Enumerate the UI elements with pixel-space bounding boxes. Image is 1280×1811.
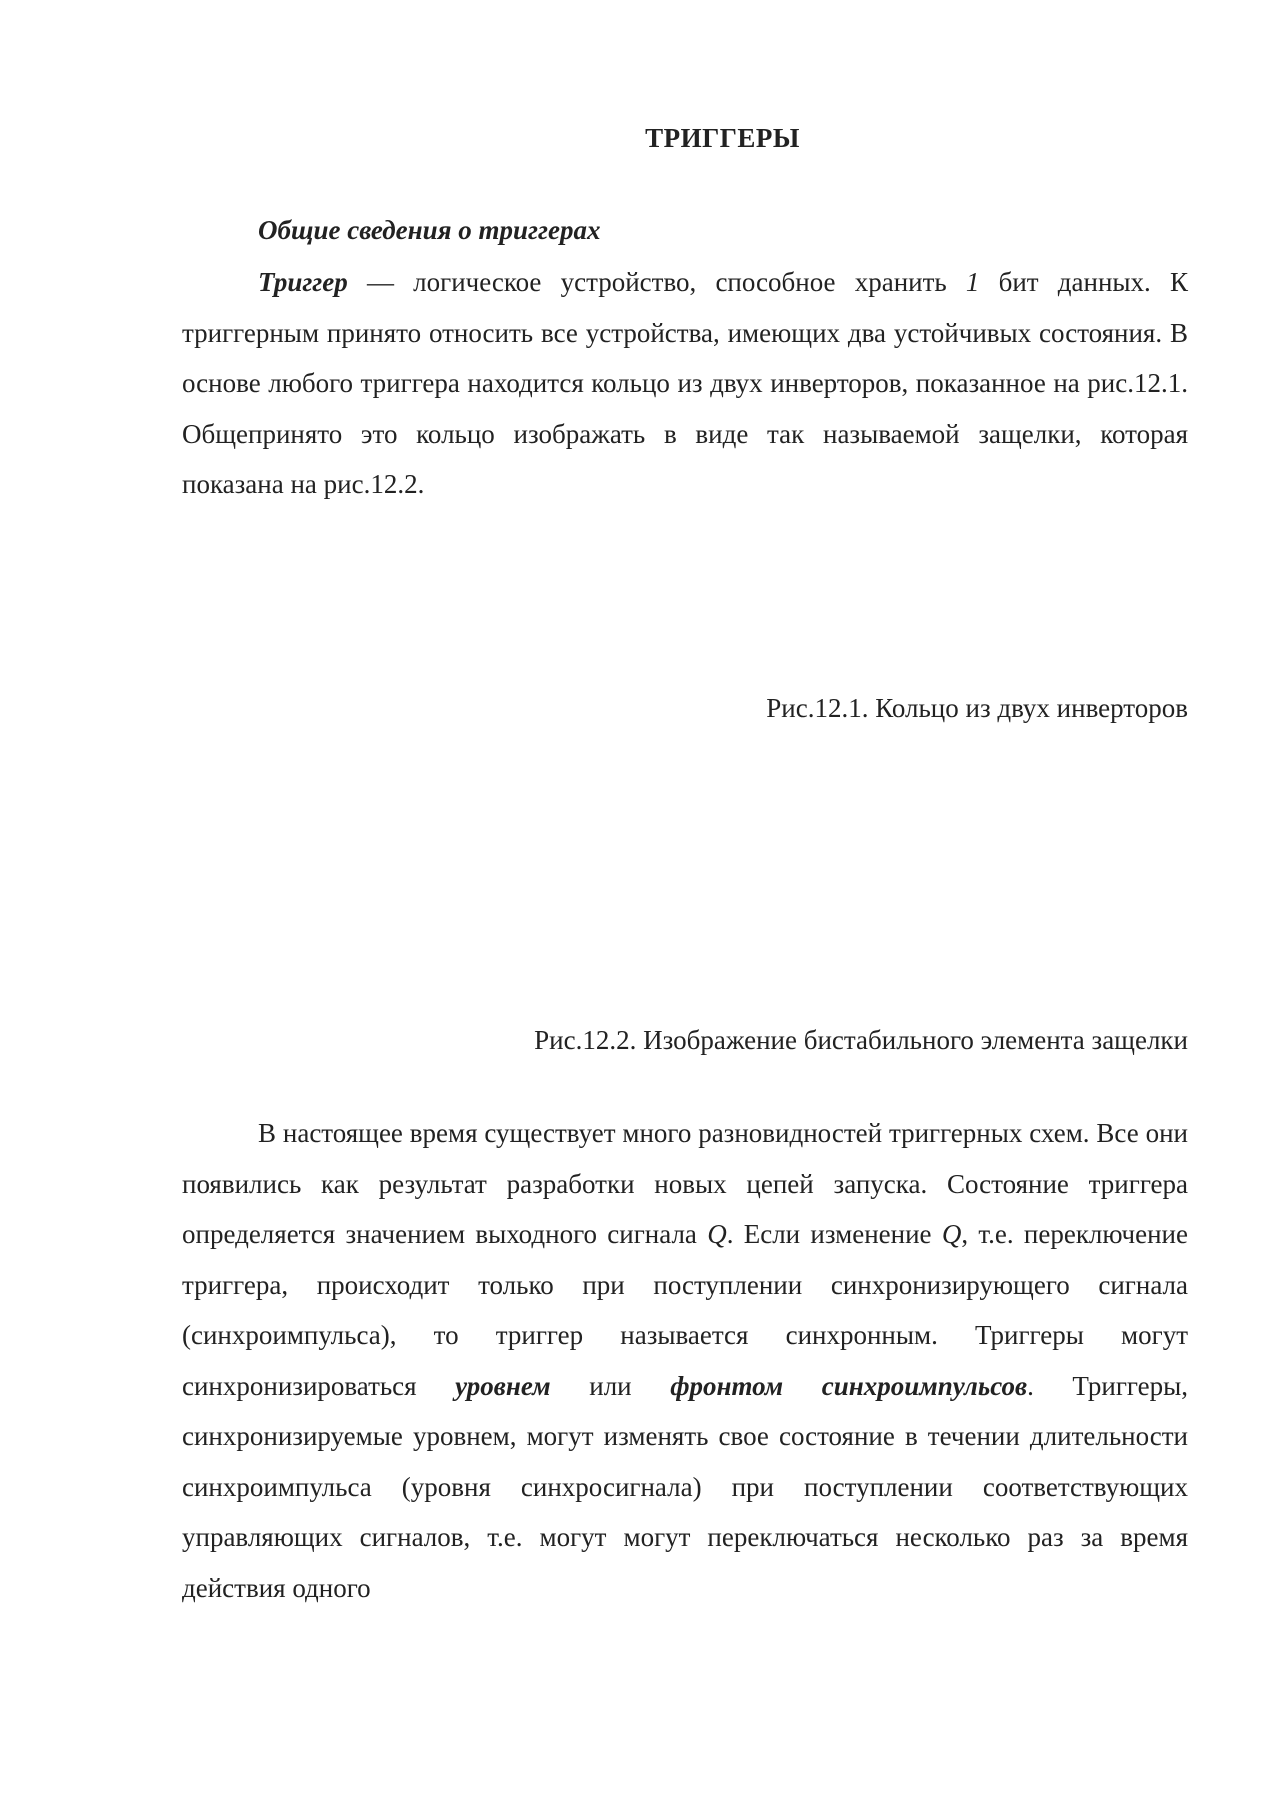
term-front: фронтом синхроимпульсов bbox=[670, 1370, 1028, 1401]
paragraph2-text-c: , т.е. переключение триггера, происходит только при поступлении синхронизирующего сигнала (синхроимпульса), то триггер называется синхронным. Триггеры могут синхронизироваться bbox=[182, 1219, 1188, 1401]
paragraph1-text-a: — логическое устройство, способное хранить bbox=[347, 267, 966, 297]
figure-12-2-caption: Рис.12.2. Изображение бистабильного элемента защелки bbox=[534, 1025, 1188, 1055]
paragraph2-text-a: В настоящее время существует много разновидностей триггерных схем. Все они появились как результат разработки новых цепей запуска. Состояние триггера определяется значением выходного сигнала bbox=[182, 1118, 1188, 1249]
section-heading: Общие сведения о триггерах bbox=[258, 215, 601, 245]
paragraph-trigger-types bbox=[182, 1108, 1188, 1608]
page-title: ТРИГГЕРЫ bbox=[645, 123, 800, 153]
paragraph1-number: 1 bbox=[965, 267, 980, 297]
signal-q-2: Q bbox=[941, 1219, 962, 1249]
paragraph2-text-b: . Если изменение bbox=[726, 1219, 942, 1249]
figure-12-1-caption: Рис.12.1. Кольцо из двух инверторов bbox=[766, 693, 1188, 723]
term-trigger: Триггер bbox=[258, 267, 348, 297]
figure-12-1-area bbox=[182, 520, 1188, 680]
signal-q-1: Q bbox=[707, 1219, 727, 1249]
term-level: уровнем bbox=[455, 1370, 551, 1401]
paragraph1-text-b: бит данных. К триггерным принято относить все устройства, имеющих два устойчивых состояния. В основе любого триггера находится кольцо из двух инверторов, показанное на рис.12.1. Общепринято это кольцо изображать в виде так называемой защелки, которая показана на рис.12.2. bbox=[182, 267, 1188, 499]
figure-12-2-area bbox=[182, 740, 1188, 1010]
paragraph-trigger-definition bbox=[182, 257, 1188, 510]
paragraph2-text-d: или bbox=[550, 1370, 671, 1401]
paragraph2-text-e: . Триггеры, синхронизируемые уровнем, могут изменять свое состояние в течении длительности синхроимпульса (уровня синхросигнала) при поступлении соответствующих управляющих сигналов, т.е. могут могут переключаться несколько раз за время действия одного bbox=[182, 1370, 1188, 1603]
